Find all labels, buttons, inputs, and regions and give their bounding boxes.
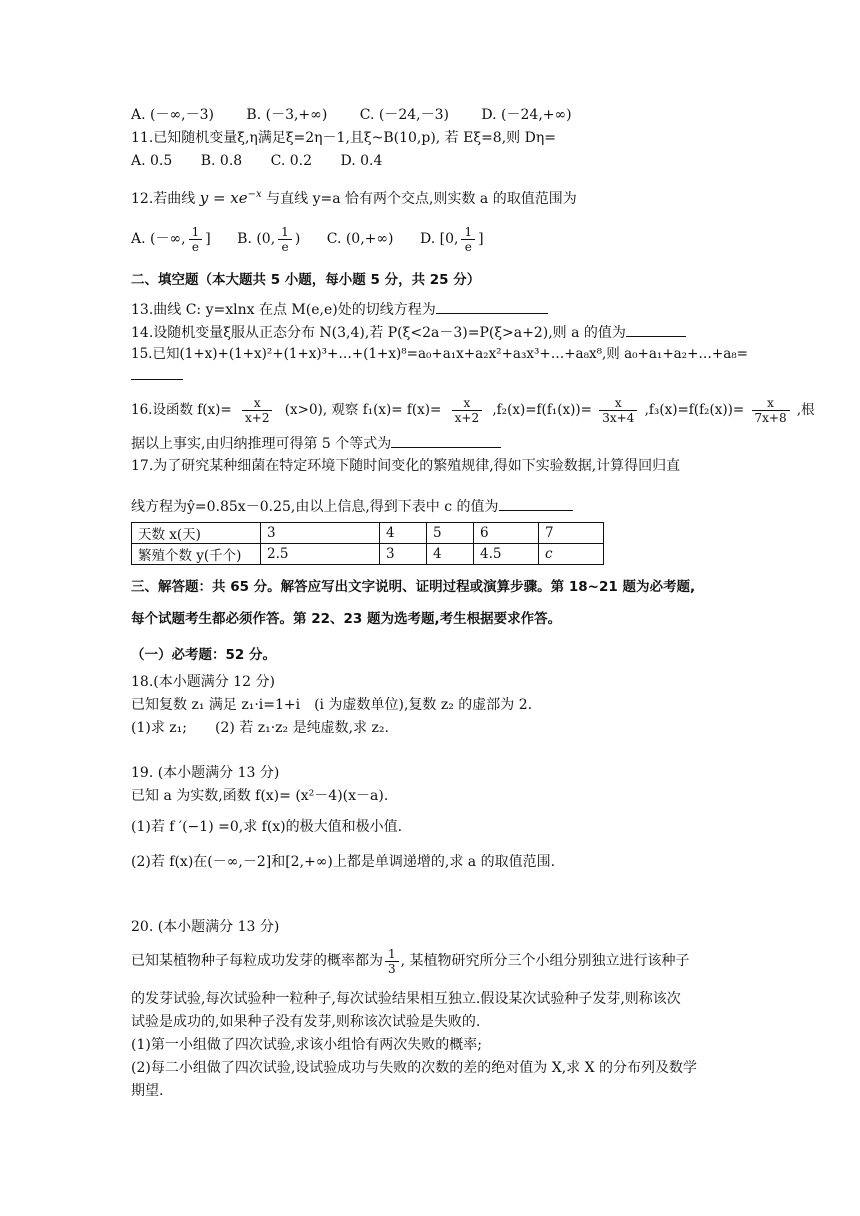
q15-answer-blank[interactable] — [131, 365, 183, 380]
q19-line1: 已知 a 为实数,函数 f(x)= (x²－4)(x－a). — [131, 788, 389, 804]
q19-line2: (1)若 f ′(−1) =0,求 f(x)的极大值和极小值. — [131, 819, 403, 835]
q12-option-c: C. (0,+∞) — [326, 231, 394, 247]
q20-line2: 的发芽试验,每次试验种一粒种子,每次试验结果相互独立.假设某次试验种子发芽,则称该次 — [131, 991, 681, 1007]
section3-part1: （一）必考题：52 分。 — [131, 647, 276, 663]
q19-line3: (2)若 f(x)在(－∞,－2]和[2,+∞)上都是单调递增的,求 a 的取值范围. — [131, 854, 556, 870]
q11-option-a: A. 0.5 — [131, 153, 173, 169]
q17-line1: 17.为了研究某种细菌在特定环境下随时间变化的繁殖规律,得如下实验数据,计算得回归直 — [131, 458, 681, 474]
table-row — [132, 523, 604, 544]
table-cell: 5 — [427, 523, 474, 544]
table-cell: 繁殖个数 y(千个) — [132, 544, 261, 565]
q12-option-b: B. (0, $\frac{1}{e}$ ) — [237, 224, 301, 254]
q11-option-d: D. 0.4 — [340, 153, 383, 169]
section3-line1: 三、解答题：共 65 分。解答应写出文字说明、证明过程或演算步骤。第 18~21 题为必考题, — [131, 579, 696, 595]
table-cell: 6 — [474, 523, 539, 544]
table-cell: 3 — [380, 544, 427, 565]
q20-line5: (2)每二小组做了四次试验,设试验成功与失败的次数的差的绝对值为 X,求 X 的分布列及数学 — [131, 1060, 698, 1076]
q18-line1: 已知复数 z₁ 满足 z₁·i=1+i (i 为虚数单位),复数 z₂ 的虚部为 2. — [131, 697, 533, 713]
q20-line3: 试验是成功的,如果种子没有发芽,则称该次试验是失败的. — [131, 1014, 481, 1030]
table-cell: 7 — [539, 523, 604, 544]
section2-title: 二、填空题（本大题共 5 小题，每小题 5 分，共 25 分） — [131, 272, 481, 288]
q11-stem: 11.已知随机变量ξ,η满足ξ=2η－1,且ξ~B(10,p), 若 Eξ=8,则 Dη= — [131, 130, 556, 146]
table-cell: 4 — [380, 523, 427, 544]
q15-answer-line — [131, 365, 183, 385]
q16-line2: 据以上事实,由归纳推理可得第 5 个等式为 — [131, 433, 501, 453]
q18-head: 18.(本小题满分 12 分) — [131, 674, 275, 690]
q12-stem — [131, 186, 577, 208]
q11-option-b: B. 0.8 — [200, 153, 243, 169]
q12-stem-b: 与直线 y=a 恰有两个交点,则实数 a 的取值范围为 — [266, 191, 577, 207]
table-cell: 3 — [261, 523, 380, 544]
q20-head: 20. (本小题满分 13 分) — [131, 919, 280, 935]
q11-options — [131, 152, 406, 170]
q19-head: 19. (本小题满分 13 分) — [131, 765, 280, 781]
table-cell: 4.5 — [474, 544, 539, 565]
q12-option-d: D. [0, $\frac{1}{e}$ ] — [419, 224, 484, 254]
q18-line2: (1)求 z₁; (2) 若 z₁·z₂ 是纯虚数,求 z₂. — [131, 720, 389, 736]
q12-formula: $y = xe^{-x}$ — [199, 189, 262, 207]
q12-stem-a: 12.若曲线 — [131, 191, 196, 207]
q10-option-d: D. (－24,+∞) — [481, 107, 572, 123]
q10-options — [131, 106, 600, 124]
q16-answer-blank[interactable] — [391, 433, 501, 448]
section3-line2: 每个试题考生都必须作答。第 22、23 题为选考题,考生根据要求作答。 — [131, 611, 562, 627]
q14-answer-blank[interactable] — [626, 322, 686, 337]
table-cell: 天数 x(天) — [132, 523, 261, 544]
q12-options — [131, 224, 506, 254]
q14: 14.设随机变量ξ服从正态分布 N(3,4),若 P(ξ<2a－3)=P(ξ>a+2),则 a 的值为 — [131, 322, 686, 342]
table-cell: c — [539, 544, 604, 565]
q13-answer-blank[interactable] — [436, 299, 548, 314]
q10-option-b: B. (－3,+∞) — [246, 107, 328, 123]
q16-line1: 16.设函数 f(x)= $\frac{x}{x+2}$ (x>0), 观察 f₁(x)= f(x)= $\frac{x}{x+2}$ ,f₂(x)=f(f₁(x))= $\frac{x}{3x+4}$ ,f₃(x)=f(f₂(x))= $\frac{x}{7x+8}$ ,根 — [131, 396, 815, 425]
table-cell: 2.5 — [261, 544, 380, 565]
q10-option-a: A. (－∞,－3) — [131, 107, 214, 123]
q17-line2: 线方程为ŷ=0.85x－0.25,由以上信息,得到下表中 c 的值为 — [131, 496, 573, 516]
q13: 13.曲线 C: y=xlnx 在点 M(e,e)处的切线方程为 — [131, 299, 548, 319]
q15: 15.已知(1+x)+(1+x)²+(1+x)³+…+(1+x)⁸=a₀+a₁x+a₂x²+a₃x³+…+a₈x⁸,则 a₀+a₁+a₂+…+a₈= — [131, 346, 748, 362]
table-row — [132, 544, 604, 565]
q20-line1: 已知某植物种子每粒成功发芽的概率都为 $\frac{1}{3}$ , 某植物研究所分三个小组分别独立进行该种子 — [131, 946, 690, 976]
q17-answer-blank[interactable] — [499, 496, 573, 511]
data-table — [131, 522, 604, 565]
q12-option-a: A. (－∞, $\frac{1}{e}$ ] — [131, 224, 211, 254]
q10-option-c: C. (－24,－3) — [359, 107, 449, 123]
q20-line4: (1)第一小组做了四次试验,求该小组恰有两次失败的概率; — [131, 1037, 482, 1053]
q20-line6: 期望. — [131, 1083, 164, 1099]
q11-option-c: C. 0.2 — [270, 153, 313, 169]
table-cell: 4 — [427, 544, 474, 565]
